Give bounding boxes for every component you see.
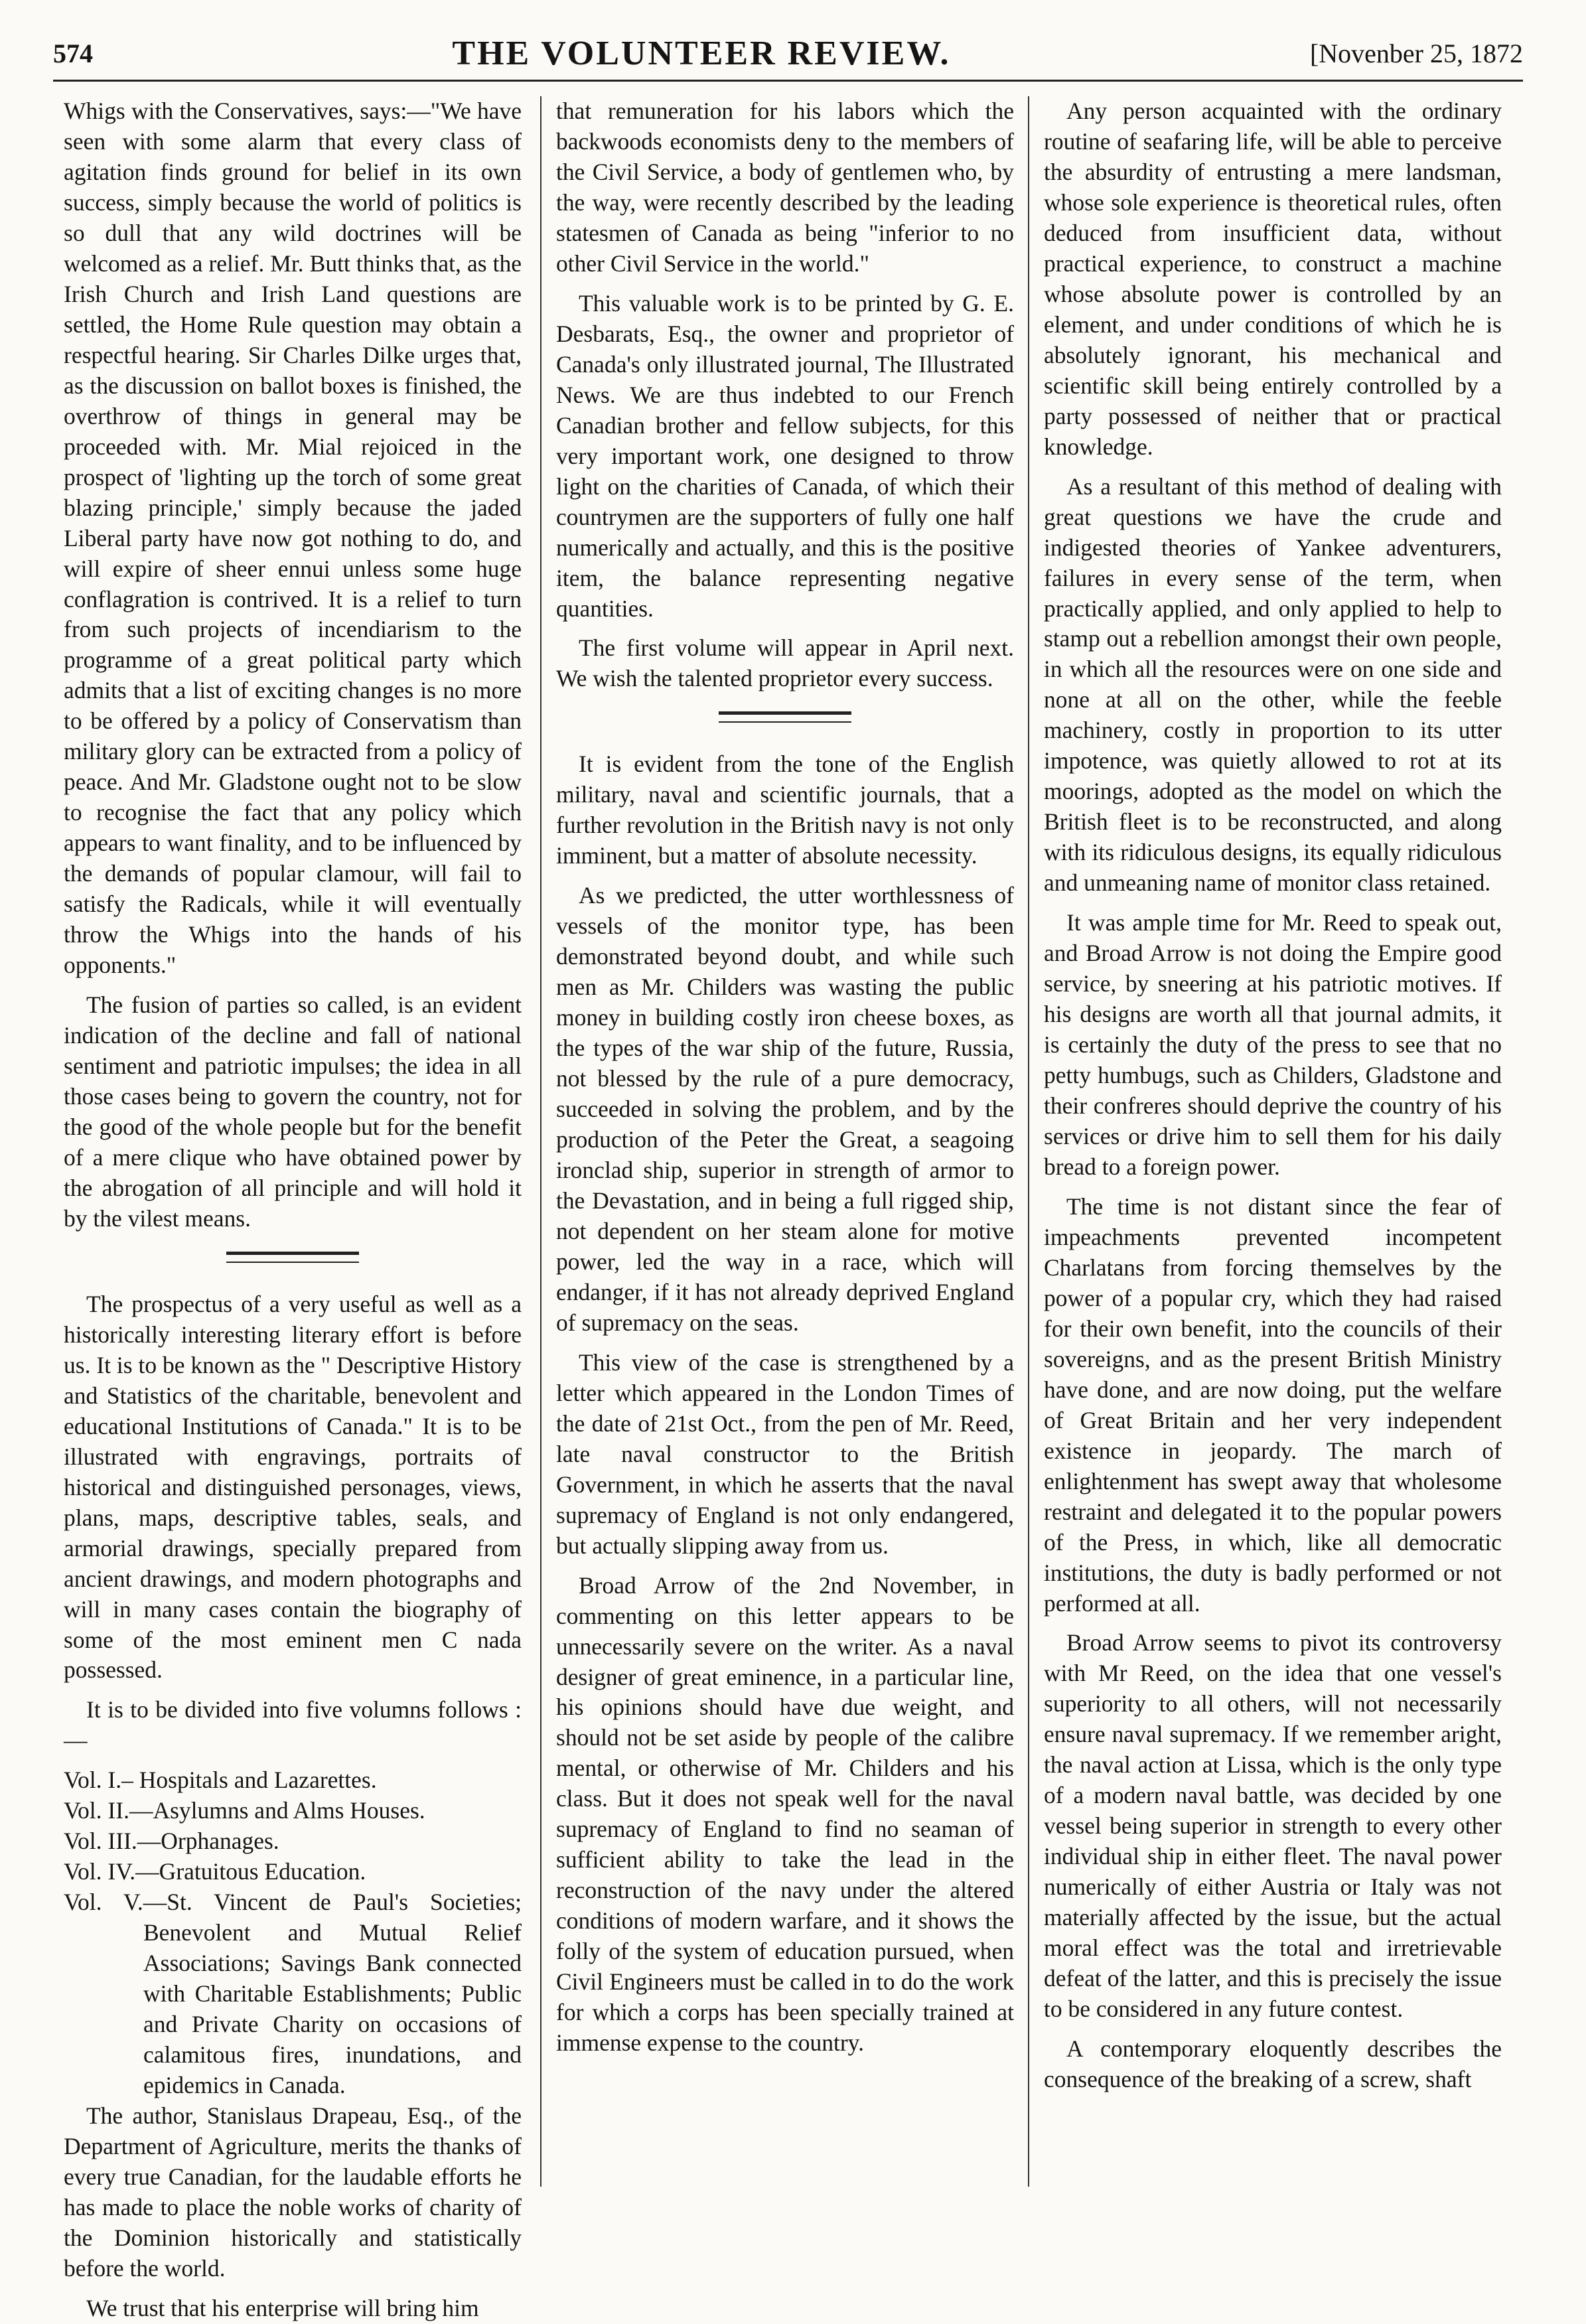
paragraph: Whigs with the Conservatives, says:—"We have seen with some alarm that every class of agitation finds ground for belief in its own success, simply because the world of politics is so dull that any wild doctrines will be welcomed as a relief. Mr. Butt thinks that, as the Irish Church and Irish Land questions are settled, the Home Rule question may obtain a respectful hearing. Sir Charles Dilke urges that, as the discussion on ballot boxes is finished, the overthrow of things in general may be proceeded with. Mr. Mial rejoiced in the prospect of 'lighting up the torch of some great blazing principle,' simply because the jaded Liberal party have now got nothing to do, and will expire of sheer ennui unless some huge conflagration is contrived. It is a relief to turn from such projects of incendiarism to the programme of a great political party which admits that a list of exciting changes is no more to be offered by a policy of Conservatism than military glory can be extracted from a policy of peace. And Mr. Gladstone ought not to be slow to recognise the fact that any policy which appears to want finality, and to be influenced by the demands of popular clamour, will fail to satisfy the Radicals, while it will eventually throw the Whigs into the hands of his opponents." [64,98,522,979]
paragraph: The fusion of parties so called, is an evident indication of the decline and fall of national sentiment and patriotic impulses; the idea in all those cases being to govern the country, not for the good of the whole people but for the benefit of a mere clique who have obtained power by the abrogation of all principle and will hold it by the vilest means. [64,991,522,1232]
paragraph: As we predicted, the utter worthlessness of vessels of the monitor type, has been demonstrated beyond doubt, and while such men as Mr. Childers was wasting the public money in building costly iron cheese boxes, as the types of the war ship of the future, Russia, not blessed by the rule of a pure democracy, succeeded in solving the problem, and by the production of the Peter the Great, a seagoing ironclad ship, superior in strength of armor to the Devastation, and in being a full rigged ship, not dependent on her steam alone for motive power, led the way in a race, which will endanger, if it has not already deprived England of supremacy on the seas. [556,882,1014,1336]
section-separator [226,1252,359,1263]
volume-item: Vol. V.—St. Vincent de Paul's Societies; Benevolent and Mutual Relief Associations; Savings Bank connected with Charitable Establishments; Public and Private Charity on occasions of calamitous fires, inundations, and epidemics in Canada. [64,1889,522,2099]
paragraph: Any person acquainted with the ordinary routine of seafaring life, will be able to perceive the absurdity of entrusting a mere landsman, whose sole experience is theoretical rules, often deduced from insufficient data, without practical experience, to construct a machine whose absolute power is controlled by an element, and under conditions of which he is absolutely ignorant, his mechanical and scientific skill being entirely controlled by a party possessed of neither that or practical knowledge. [1044,98,1502,460]
column-left [64,96,522,2321]
volume-item: Vol. I.– Hospitals and Lazarettes. [64,1767,377,1794]
page-number: 574 [53,38,93,68]
publication-title: THE VOLUNTEER REVIEW. [452,34,951,72]
paragraph: It is evident from the tone of the English military, naval and scientific journals, that a further revolution in the British navy is not only imminent, but a matter of absolute necessity. [556,751,1014,869]
section-separator [719,711,851,723]
issue-date: [Novenber 25, 1872 [1309,38,1523,68]
volume-list [64,1765,522,2101]
paragraph: This view of the case is strengthened by a letter which appeared in the London Times of the date of 21st Oct., from the pen of Mr. Reed, late naval constructor to the British Government, in which he asserts that the naval supremacy of England is not only endangered, but actually slipping away from us. [556,1348,1014,1559]
paragraph: The prospectus of a very useful as well as a historically interesting literary effort is before us. It is to be known as the " Descriptive History and Statistics of the charitable, benevolent and educational Institutions of Canada." It is to be illustrated with engravings, portraits of historical and distinguished personages, views, plans, maps, descriptive tables, seals, and armorial drawings, specially prepared from ancient drawings, and modern photographs and will in many cases contain the biography of some of the most eminent men C nada possessed. [64,1290,522,1684]
paragraph: A contemporary eloquently describes the consequence of the breaking of a screw, shaft [1044,2035,1502,2093]
paragraph: We trust that his enterprise will bring him [86,2294,479,2321]
paragraph: Broad Arrow seems to pivot its controversy with Mr Reed, on the idea that one vessel's superiority to all others, will not necessarily ensure naval supremacy. If we remember aright, the naval action at Lissa, which is the only type of a modern naval battle, was decided by one vessel being superior in strength to every other individual ship in either fleet. The naval power numerically of either Austria or Italy was not materially affected by the issue, but the actual moral effect was the total and irretrievable defeat of the latter, and this is precisely the issue to be considered in any future contest. [1044,1629,1502,2023]
paragraph: that remuneration for his labors which the backwoods economists deny to the members of the Civil Service, a body of gentlemen who, by the way, were recently described by the leading statesmen of Canada as being "inferior to no other Civil Service in the world." [556,98,1014,277]
volume-item: Vol. IV.—Gratuitous Education. [64,1858,366,1885]
paragraph: The time is not distant since the fear of impeachments prevented incompetent Charlatans from forcing themselves by the power of a popular cry, which they had raised for their own benefit, into the councils of their sovereigns, and as the present British Ministry have done, and are now doing, put the welfare of Great Britain and her very independent existence in jeopardy. The march of enlightenment has swept away that wholesome restraint and delegated it to the popular powers of the Press, in which, like all democratic institutions, the duty is badly performed or not performed at all. [1044,1193,1502,1617]
paragraph: The first volume will appear in April next. We wish the talented proprietor every success. [556,634,1014,692]
column-rule-left [540,96,541,2187]
paragraph: This valuable work is to be printed by G. E. Desbarats, Esq., the owner and proprietor of Canada's only illustrated journal, The Illustrated News. We are thus indebted to our French Canadian brother and fellow subjects, for this very important work, one designed to throw light on the charities of Canada, of which their countrymen are the supporters of fully one half numerically and actually, and this is the positive item, the balance representing negative quantities. [556,289,1014,622]
page-header [53,27,1523,82]
column-middle [556,96,1014,2187]
paragraph: It was ample time for Mr. Reed to speak out, and Broad Arrow is not doing the Empire good service, by sneering at his patriotic motives. If his designs are worth all that journal admits, it is certainly the duty of the press to see that no petty humbugs, such as Childers, Gladstone and their confreres should deprive the country of his services or drive him to sell them for his daily bread to a foreign power. [1044,909,1502,1180]
volume-item: Vol. III.—Orphanages. [64,1828,279,1855]
column-rule-right [1028,96,1029,2187]
paragraph: The author, Stanislaus Drapeau, Esq., of the Department of Agriculture, merits the thanks of every true Canadian, for the laudable efforts he has made to place the noble works of charity of the Dominion historically and statistically before the world. [64,2102,522,2282]
paragraph: As a resultant of this method of dealing with great questions we have the crude and indigested theories of Yankee adventurers, failures in every sense of the term, when practically applied, and only applied to help to stamp out a rebellion amongst their own people, in which all the resources were on one side and none at all on the other, while the feeble machinery, costly in proportion to its utter impotence, was quietly allowed to rot at its moorings, adopted as the model on which the British fleet is to be reconstructed, and along with its ridiculous designs, its equally ridiculous and unmeaning name of monitor class retained. [1044,472,1502,897]
paragraph: It is to be divided into five volumns follows :— [64,1696,522,1754]
paragraph: Broad Arrow of the 2nd November, in commenting on this letter appears to be unnecessarily severe on the writer. As a naval designer of great eminence, in a particular line, his opinions should have due weight, and should not be set aside by people of the calibre mental, or otherwise of Mr. Childers and his class. But it does not speak well for the naval supremacy of England to find no seaman of sufficient ability to take the lead in the reconstruction of the navy under the altered conditions of modern warfare, and it shows the folly of the system of education pursued, when Civil Engineers must be called in to do the work for which a corps has been specially trained at immense expense to the country. [556,1571,1014,2057]
volume-item: Vol. II.—Asylumns and Alms Houses. [64,1797,425,1824]
column-right [1044,96,1502,2187]
